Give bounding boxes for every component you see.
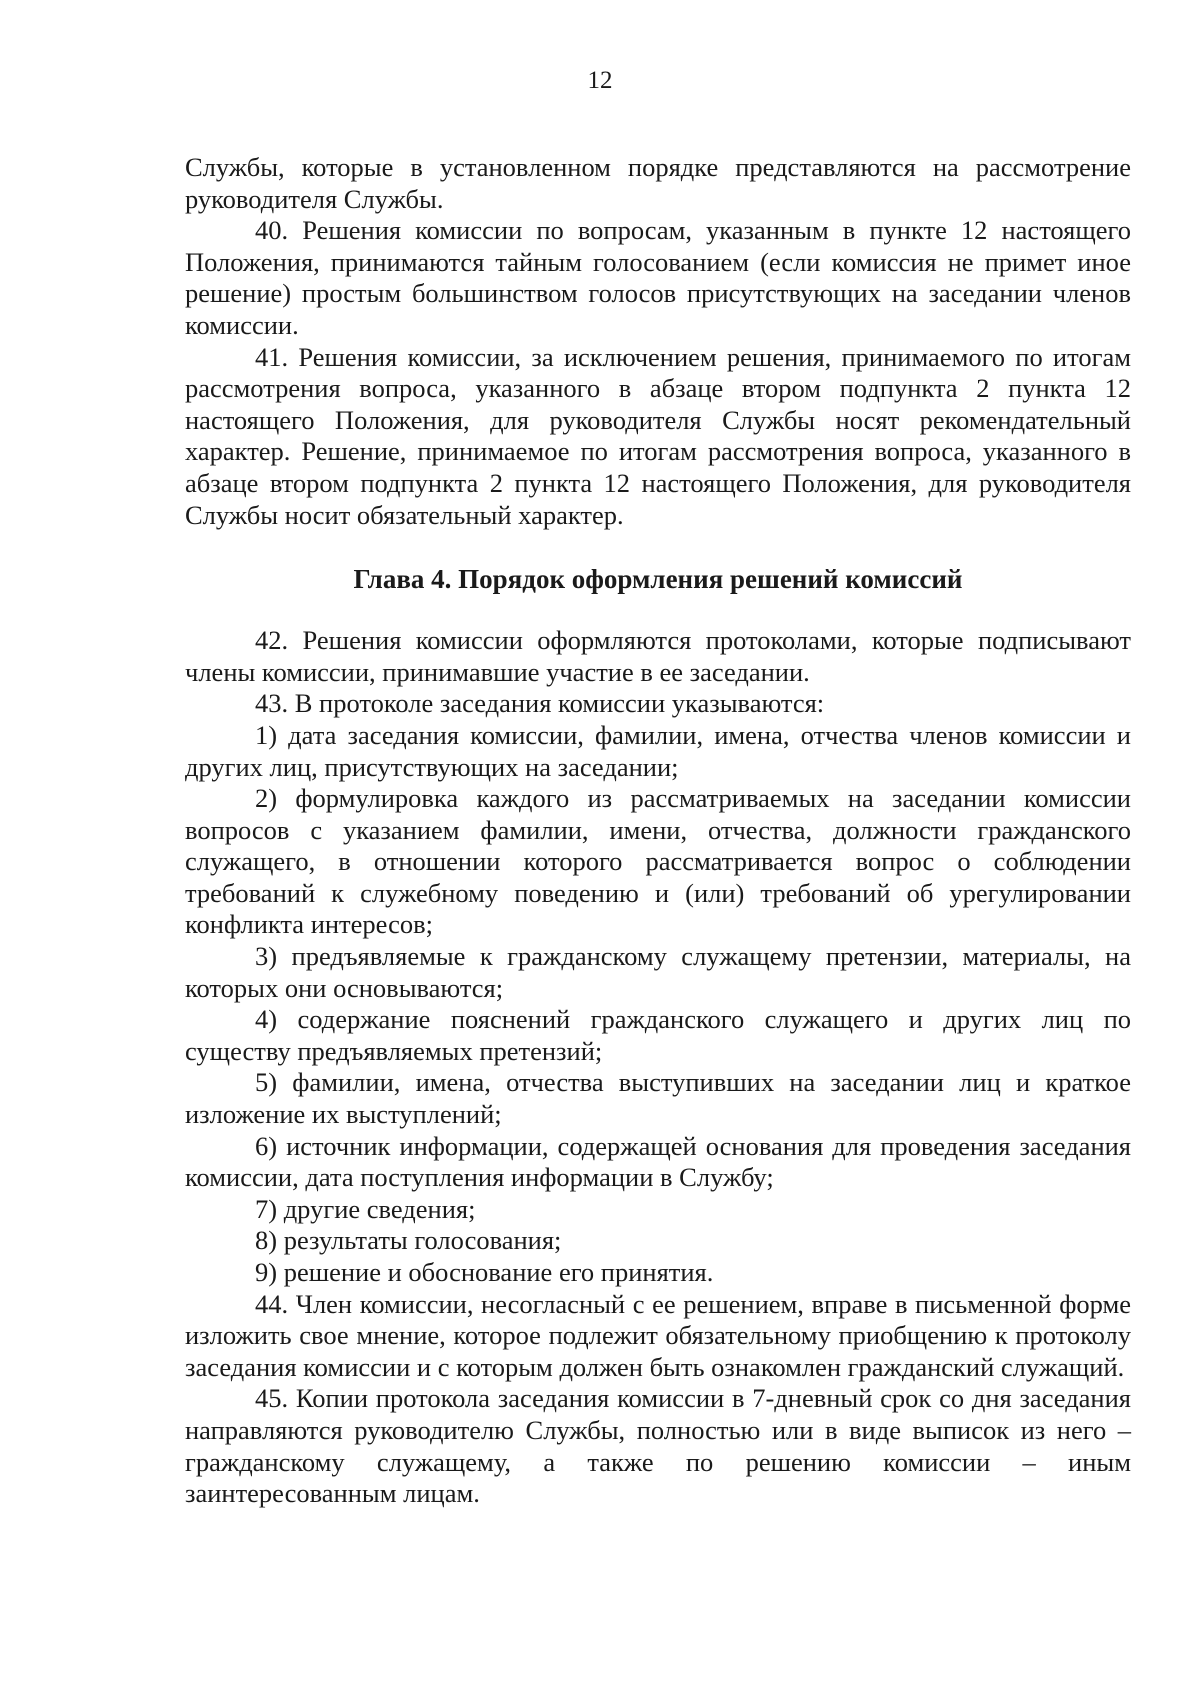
paragraph-43: 43. В протоколе заседания комиссии указываются: (255, 688, 825, 719)
paragraph-40: 40. Решения комиссии по вопросам, указанным в пункте 12 настоящего Положения, принимаются тайным голосованием (если комиссия не примет иное решение) простым большинством голосов присутствующих на заседании членов комиссии. (185, 215, 1131, 340)
list-item-5: 5) фамилии, имена, отчества выступивших на заседании лиц и краткое изложение их выступлений; (185, 1067, 1131, 1130)
list-item-6: 6) источник информации, содержащей основания для проведения заседания комиссии, дата поступления информации в Службу; (185, 1130, 1131, 1193)
paragraph-44: 44. Член комиссии, несогласный с ее решением, вправе в письменной форме изложить свое мнение, которое подлежит обязательному приобщению к протоколу заседания комиссии и с которым должен быть ознакомлен гражданский служащий. (185, 1288, 1131, 1382)
document-body (185, 152, 1131, 1510)
list-item-7: 7) другие сведения; (255, 1193, 476, 1224)
paragraph-continuation: Службы, которые в установленном порядке представляются на рассмотрение руководителя Службы. (185, 152, 1131, 214)
list-item-2: 2) формулировка каждого из рассматриваемых на заседании комиссии вопросов с указанием фамилии, имени, отчества, должности гражданского служащего, в отношении которого рассматривается вопрос о соблюдении требований к служебному поведению и (или) требований об урегулировании конфликта интересов; (185, 783, 1131, 940)
chapter-heading: Глава 4. Порядок оформления решений комиссий (353, 564, 963, 595)
list-item-9: 9) решение и обоснование его принятия. (255, 1257, 714, 1287)
paragraph-41: 41. Решения комиссии, за исключением решения, принимаемого по итогам рассмотрения вопроса, указанного в абзаце втором подпункта 2 пункта 12 настоящего Положения, для руководителя Службы носят рекомендательный характер. Решение, принимаемое по итогам рассмотрения вопроса, указанного в абзаце втором подпункта 2 пункта 12 настоящего Положения, для руководителя Службы носит обязательный характер. (185, 341, 1131, 530)
paragraph-42: 42. Решения комиссии оформляются протоколами, которые подписывают члены комиссии, принимавшие участие в ее заседании. (185, 625, 1131, 687)
paragraph-45: 45. Копии протокола заседания комиссии в 7-дневный срок со дня заседания направляются руководителю Службы, полностью или в виде выписок из него – гражданскому служащему, а также по решению комиссии – иным заинтересованным лицам. (185, 1383, 1131, 1509)
list-item-4: 4) содержание пояснений гражданского служащего и других лиц по существу предъявляемых претензий; (185, 1004, 1131, 1066)
list-item-3: 3) предъявляемые к гражданскому служащему претензии, материалы, на которых они основываются; (185, 941, 1131, 1003)
page-number: 12 (587, 67, 613, 94)
list-item-8: 8) результаты голосования; (255, 1225, 562, 1256)
list-item-1: 1) дата заседания комиссии, фамилии, имена, отчества членов комиссии и других лиц, присутствующих на заседании; (185, 719, 1131, 782)
